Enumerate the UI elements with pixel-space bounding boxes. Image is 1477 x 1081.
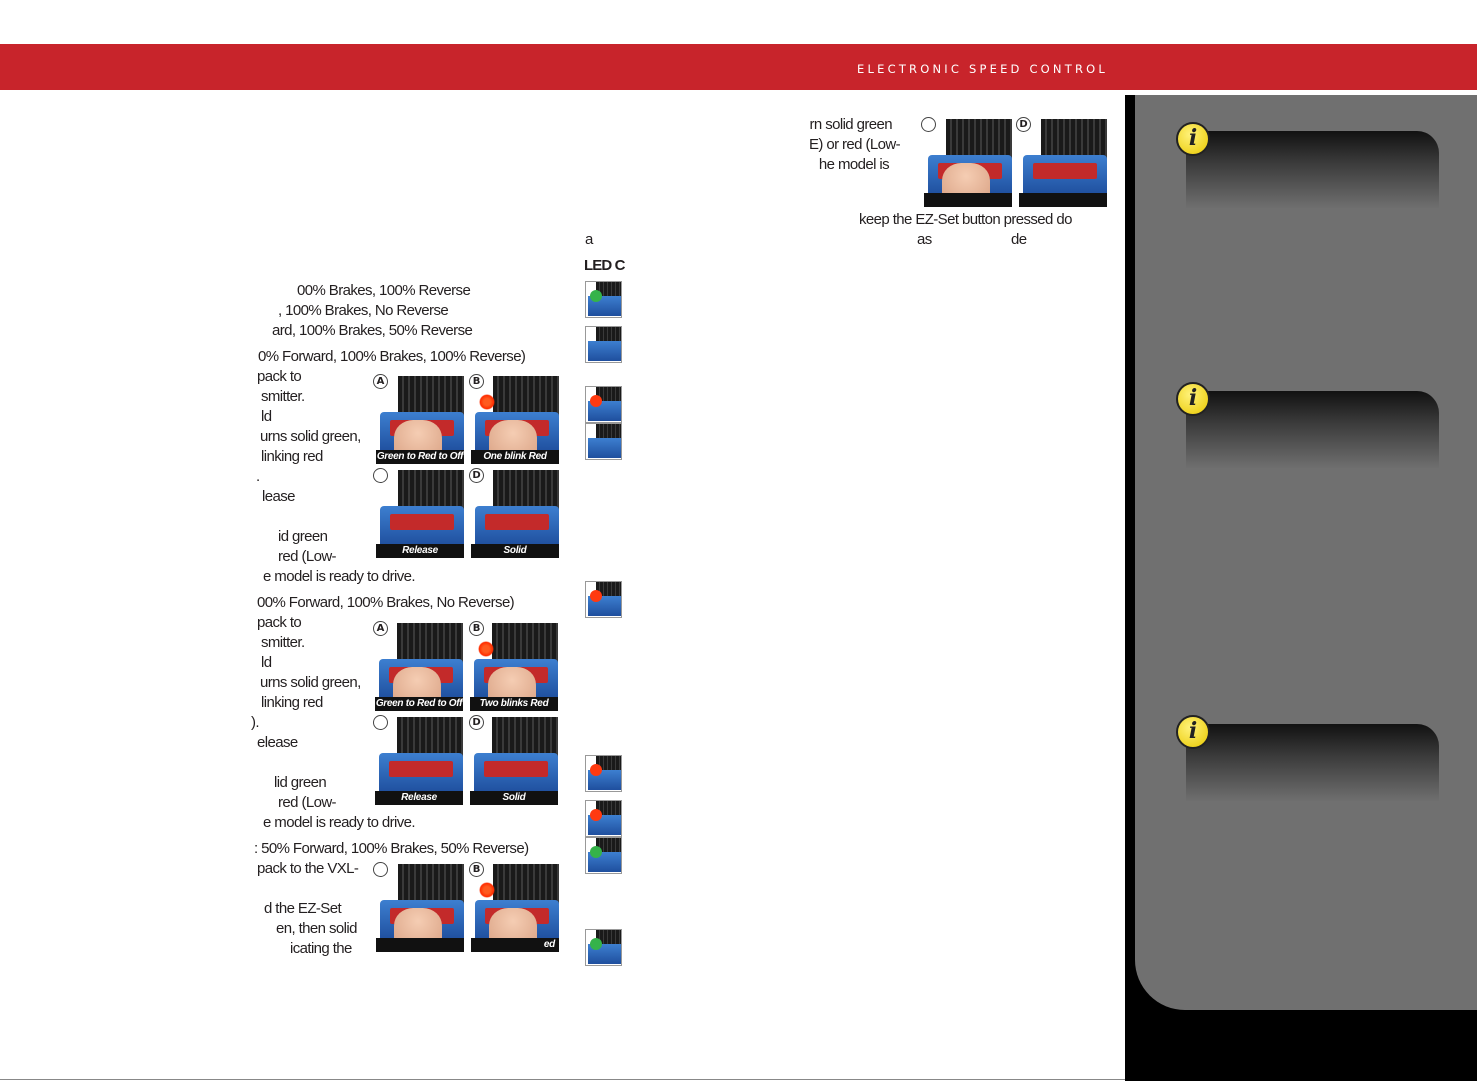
esc-photo-solid <box>1019 119 1107 207</box>
text-line: urns solid green, <box>260 674 361 691</box>
text-line: smitter. <box>261 388 305 405</box>
photo-badge <box>373 715 388 730</box>
mode-item: ard, 100% Brakes, 50% Reverse <box>272 322 473 339</box>
led-thumb-green <box>585 281 622 318</box>
photo-badge: B <box>469 374 484 389</box>
esc-photo-press: Green to Red to Off <box>376 376 464 464</box>
esc-photo-solid: Solid <box>470 717 558 805</box>
photo-badge: A <box>373 621 388 636</box>
info-icon: i <box>1176 715 1210 749</box>
esc-photo-blink: One blink Red <box>471 376 559 464</box>
led-thumb-red <box>585 386 622 423</box>
text-line: id green <box>278 528 328 545</box>
text-line: pack to <box>257 614 302 631</box>
section-heading: : 50% Forward, 100% Brakes, 50% Reverse) <box>254 840 529 857</box>
esc-photo-press <box>376 864 464 952</box>
text-line: ld <box>261 408 272 425</box>
led-thumb-red <box>585 755 622 792</box>
section-title: ELECTRONIC SPEED CONTROL <box>857 62 1108 76</box>
text-line: d the EZ-Set <box>264 900 342 917</box>
text-line: smitter. <box>261 634 305 651</box>
divider <box>0 1079 1125 1080</box>
led-thumb-red <box>585 581 622 618</box>
photo-badge: D <box>469 715 484 730</box>
photo-badge: D <box>469 468 484 483</box>
text-line: elease <box>257 734 298 751</box>
led-thumb-green <box>585 837 622 874</box>
text-line: rn solid green <box>809 116 892 133</box>
led-thumb-green <box>585 929 622 966</box>
text-line: urns solid green, <box>260 428 361 445</box>
esc-photo-solid: Solid <box>471 470 559 558</box>
text-line: e model is ready to drive. <box>263 568 415 585</box>
text-line: icating the <box>290 940 352 957</box>
photo-badge <box>921 117 936 132</box>
text-line: ). <box>251 714 259 731</box>
photo-badge: A <box>373 374 388 389</box>
text-fragment: a <box>585 231 593 248</box>
text-line: lease <box>262 488 295 505</box>
hint-text: as <box>917 231 932 248</box>
hint-text: keep the EZ-Set button pressed do <box>859 211 1072 228</box>
text-line: he model is <box>818 156 889 173</box>
note-box <box>1186 131 1439 209</box>
photo-badge: B <box>469 862 484 877</box>
text-line: ld <box>261 654 272 671</box>
esc-photo-blink: ed <box>471 864 559 952</box>
text-line: . <box>256 468 260 485</box>
text-line: red (Low- <box>278 548 336 565</box>
esc-photo-release: Release <box>375 717 463 805</box>
led-thumb-red <box>585 800 622 837</box>
section-heading: 00% Forward, 100% Brakes, No Reverse) <box>257 594 515 611</box>
text-line: E) or red (Low- <box>808 136 900 153</box>
info-icon: i <box>1176 382 1210 416</box>
text-line: e model is ready to drive. <box>263 814 415 831</box>
note-box <box>1186 391 1439 469</box>
text-line: linking red <box>261 448 323 465</box>
led-thumb <box>585 326 622 363</box>
esc-photo-press: Green to Red to Off <box>375 623 463 711</box>
esc-photo-release: Release <box>376 470 464 558</box>
photo-badge <box>373 862 388 877</box>
header-banner <box>0 44 1477 90</box>
photo-badge: D <box>1016 117 1031 132</box>
led-column-header: LED C <box>584 257 625 274</box>
text-line: pack to the VXL- <box>257 860 359 877</box>
info-icon: i <box>1176 122 1210 156</box>
text-line: pack to <box>257 368 302 385</box>
text-line: red (Low- <box>278 794 336 811</box>
sidebar-panel <box>1135 95 1477 1010</box>
mode-item: 00% Brakes, 100% Reverse <box>297 282 471 299</box>
text-line: linking red <box>261 694 323 711</box>
esc-photo-press <box>924 119 1012 207</box>
mode-item: , 100% Brakes, No Reverse <box>278 302 449 319</box>
note-box <box>1186 724 1439 802</box>
hint-text: de <box>1011 231 1027 248</box>
photo-badge <box>373 468 388 483</box>
text-line: en, then solid <box>276 920 357 937</box>
led-thumb <box>585 423 622 460</box>
photo-badge: B <box>469 621 484 636</box>
section-heading: 0% Forward, 100% Brakes, 100% Reverse) <box>258 348 526 365</box>
esc-photo-blink: Two blinks Red <box>470 623 558 711</box>
text-line: lid green <box>274 774 327 791</box>
